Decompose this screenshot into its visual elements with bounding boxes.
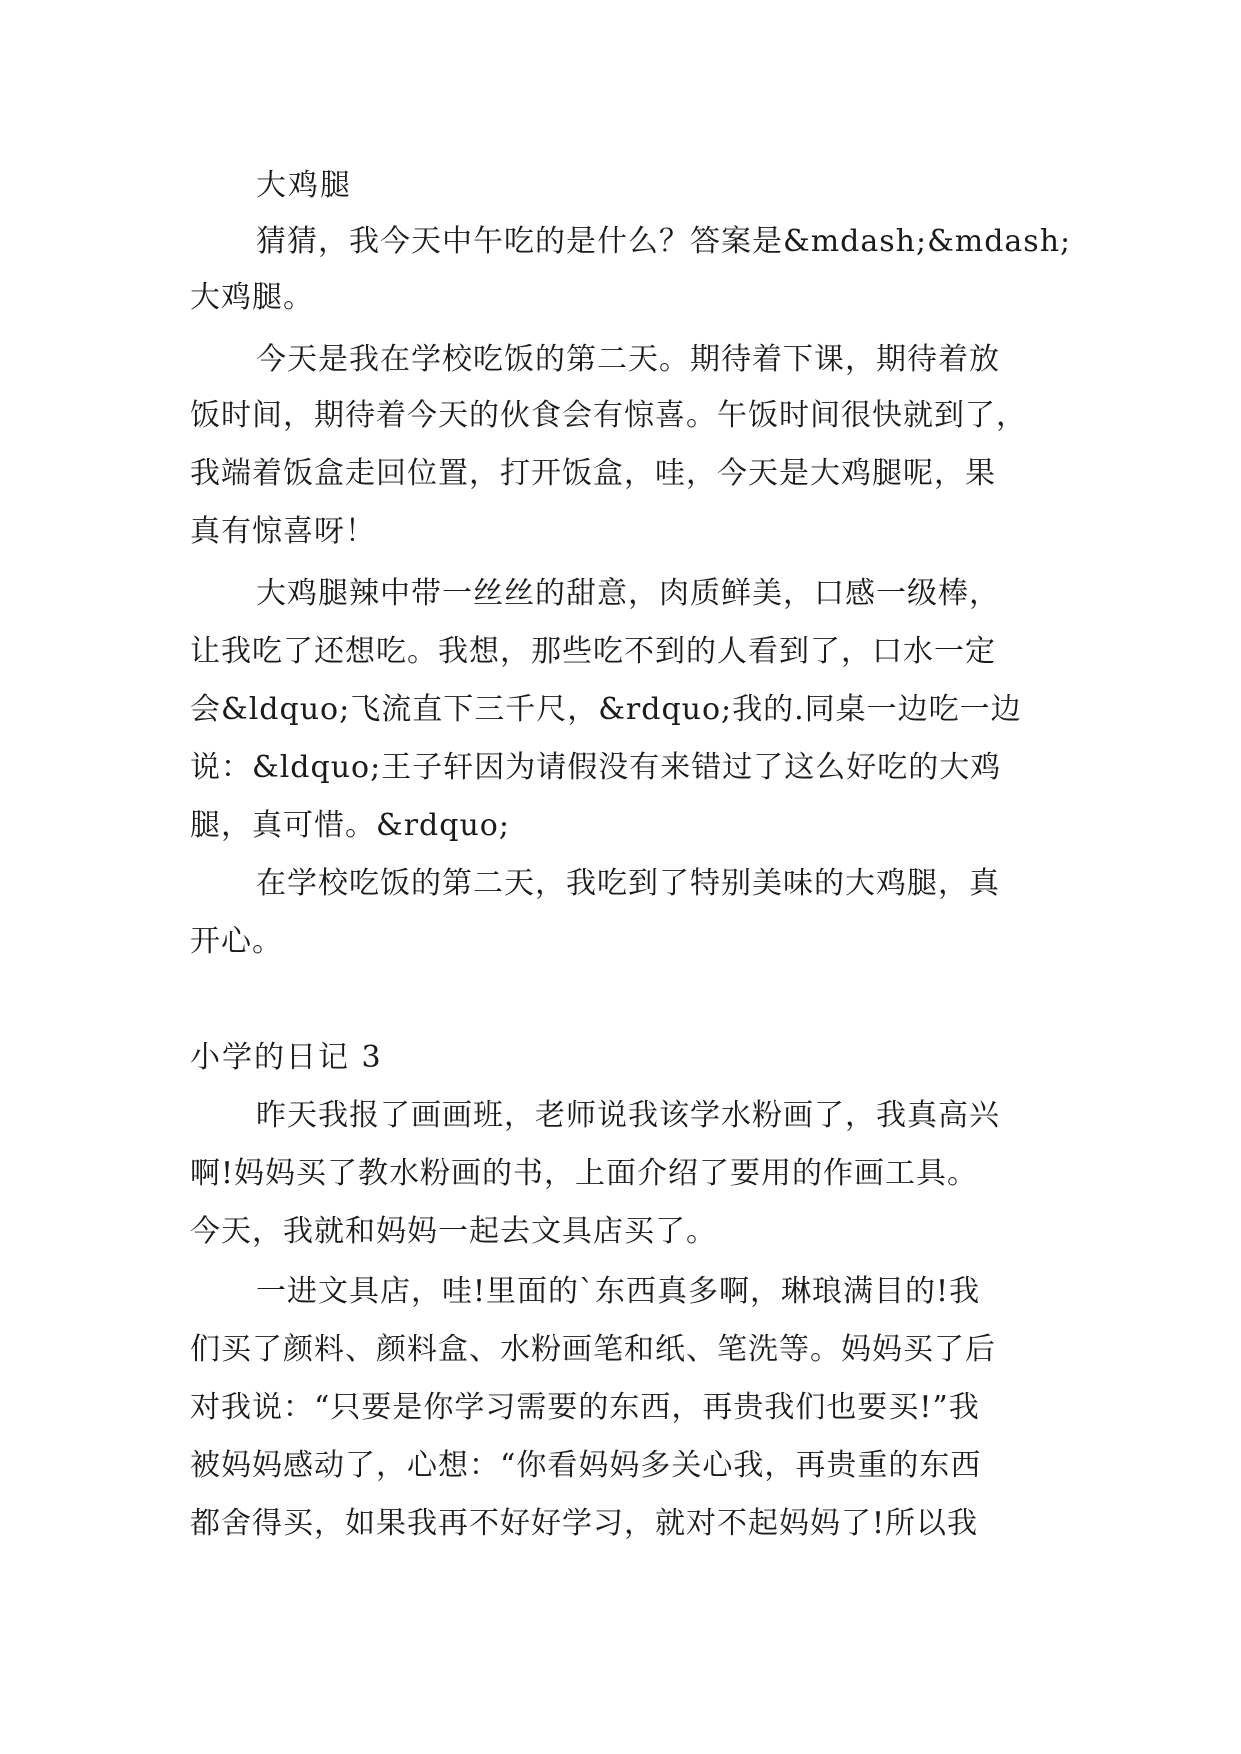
- paragraph-line: 说：&ldquo;王子轩因为请假没有来错过了这么好吃的大鸡: [190, 750, 1002, 785]
- paragraph-line: 们买了颜料、颜料盒、水粉画笔和纸、笔洗等。妈妈买了后: [190, 1332, 996, 1367]
- paragraph-line: 对我说：“只要是你学习需要的东西，再贵我们也要买!”我: [190, 1390, 980, 1425]
- paragraph-line: 大鸡腿辣中带一丝丝的甜意，肉质鲜美，口感一级棒，: [256, 576, 1000, 611]
- paragraph-line: 腿，真可惜。&rdquo;: [190, 808, 510, 843]
- paragraph-line: 昨天我报了画画班，老师说我该学水粉画了，我真高兴: [256, 1098, 1000, 1133]
- paragraph-line: 开心。: [190, 924, 283, 959]
- paragraph-line: 都舍得买，如果我再不好好学习，就对不起妈妈了!所以我: [190, 1506, 979, 1541]
- paragraph-line: 一进文具店，哇!里面的`东西真多啊，琳琅满目的!我: [256, 1274, 981, 1309]
- paragraph-line: 我端着饭盒走回位置，打开饭盒，哇，今天是大鸡腿呢，果: [190, 456, 996, 491]
- paragraph-line: 啊!妈妈买了教水粉画的书，上面介绍了要用的作画工具。: [190, 1156, 979, 1191]
- paragraph-line: 被妈妈感动了，心想：“你看妈妈多关心我，再贵重的东西: [190, 1448, 982, 1483]
- paragraph-line: 大鸡腿。: [190, 280, 314, 315]
- paragraph-line: 饭时间，期待着今天的伙食会有惊喜。午饭时间很快就到了，: [190, 398, 1027, 433]
- section-title: 大鸡腿: [256, 168, 352, 203]
- paragraph-line: 真有惊喜呀！: [190, 514, 376, 549]
- paragraph-line: 在学校吃饭的第二天，我吃到了特别美味的大鸡腿，真: [256, 866, 1000, 901]
- paragraph-line: 今天是我在学校吃饭的第二天。期待着下课，期待着放: [256, 342, 1000, 377]
- paragraph-line: 让我吃了还想吃。我想，那些吃不到的人看到了，口水一定: [190, 634, 996, 669]
- section-title: 小学的日记 3: [190, 1040, 383, 1075]
- paragraph-line: 今天，我就和妈妈一起去文具店买了。: [190, 1214, 717, 1249]
- paragraph-line: 猜猜，我今天中午吃的是什么？答案是&mdash;&mdash;: [256, 224, 1072, 259]
- paragraph-line: 会&ldquo;飞流直下三千尺，&rdquo;我的.同桌一边吃一边: [190, 692, 1022, 727]
